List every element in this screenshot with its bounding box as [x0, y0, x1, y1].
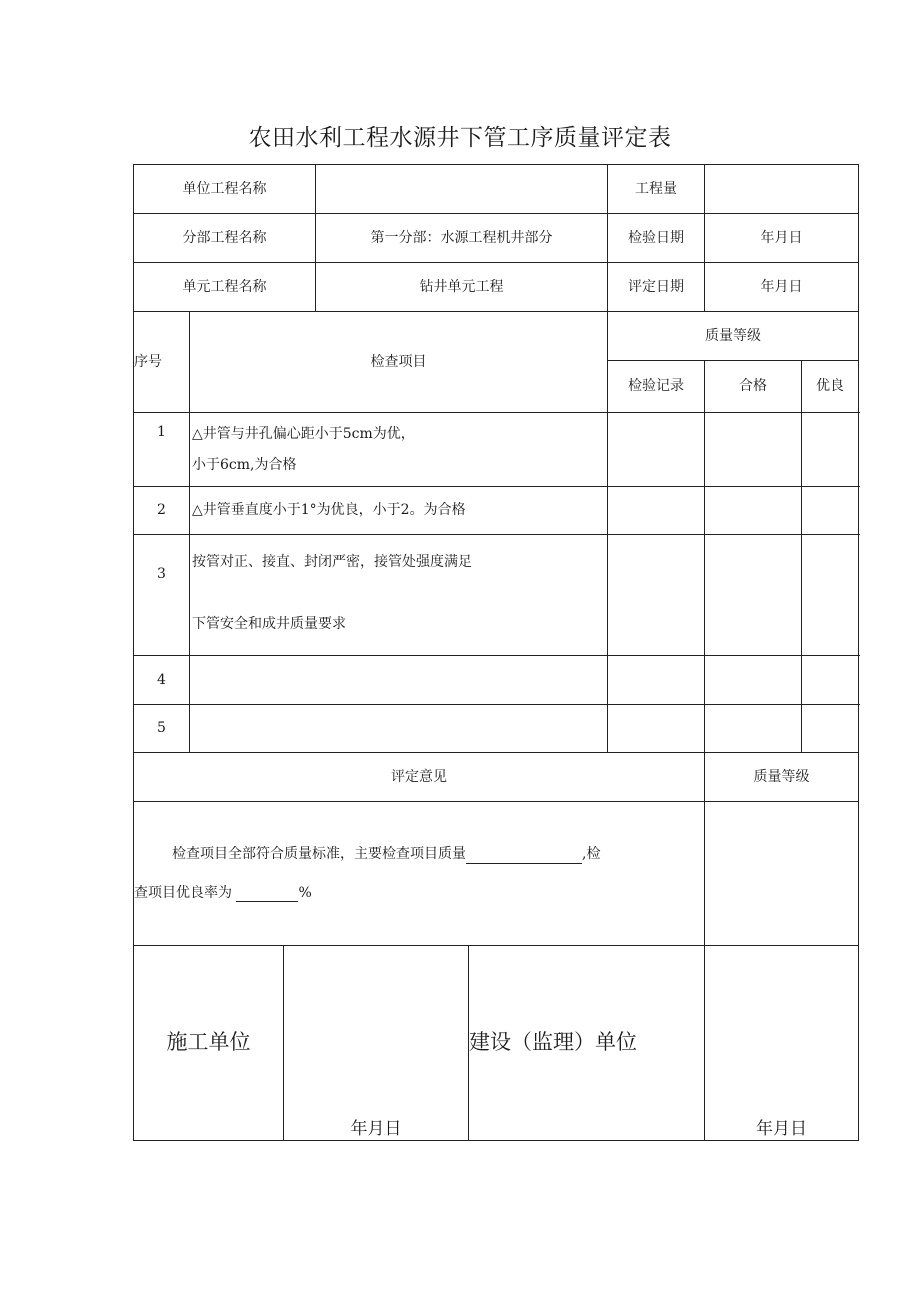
table-row	[134, 487, 859, 535]
construction-sign-cell	[284, 946, 469, 1141]
supervision-sign-cell	[705, 946, 859, 1141]
item-no: 5	[134, 705, 190, 753]
record-cell	[608, 535, 705, 656]
record-cell	[608, 705, 705, 753]
record-cell	[608, 656, 705, 705]
item-text	[190, 413, 608, 487]
percent-sign: %	[298, 884, 312, 901]
record-cell	[608, 413, 705, 487]
pass-header: 合格	[705, 361, 802, 413]
division-value: 第一分部：水源工程机井部分	[316, 214, 608, 263]
opinion-text-a: 检查项目全部符合质量标准，主要检查项目质量	[172, 846, 466, 863]
pass-cell	[705, 705, 802, 753]
eval-grade-cell	[705, 802, 859, 946]
pass-cell	[705, 656, 802, 705]
pass-cell	[705, 413, 802, 487]
grade-header: 质量等级	[608, 312, 859, 361]
pass-cell	[705, 535, 802, 656]
inspect-date-label: 检验日期	[608, 214, 705, 263]
excellent-cell	[802, 656, 859, 705]
record-header: 检验记录	[608, 361, 705, 413]
item-no: 1	[134, 413, 190, 487]
excellent-cell	[802, 413, 859, 487]
item-line: 下管安全和成井质量要求	[192, 616, 346, 633]
record-cell	[608, 487, 705, 535]
supervision-unit-label: 建设（监理）单位	[469, 946, 705, 1141]
item-line: △井管垂直度小于1°为优良，小于2。为合格	[192, 502, 466, 519]
inspect-date-value: 年月日	[705, 214, 859, 263]
pass-cell	[705, 487, 802, 535]
quantity-label: 工程量	[608, 165, 705, 214]
supervision-date: 年月日	[756, 1118, 808, 1139]
form-title: 农田水利工程水源井下管工序质量评定表	[248, 125, 672, 151]
excellent-cell	[802, 705, 859, 753]
table-row	[134, 656, 859, 705]
item-line: 按管对正、接直、封闭严密，接管处强度满足	[192, 554, 472, 570]
quality-evaluation-form	[133, 164, 859, 1141]
excellent-cell	[802, 535, 859, 656]
item-line: 小于6cm,为合格	[192, 457, 297, 473]
element-label: 单元工程名称	[134, 263, 316, 312]
division-label: 分部工程名称	[134, 214, 316, 263]
unit-project-label: 单位工程名称	[134, 165, 316, 214]
rate-blank	[236, 887, 298, 902]
eval-date-value: 年月日	[705, 263, 859, 312]
opinion-text-b: ,检	[582, 846, 601, 863]
construction-date: 年月日	[350, 1118, 402, 1139]
seq-header: 序号	[134, 312, 190, 413]
item-text	[190, 535, 608, 656]
opinion-label: 评定意见	[134, 753, 705, 802]
item-no: 2	[134, 487, 190, 535]
table-row	[134, 705, 859, 753]
table-row	[134, 413, 859, 487]
table-row	[134, 535, 859, 656]
construction-unit-label: 施工单位	[134, 946, 284, 1141]
opinion-line-1	[134, 845, 704, 863]
eval-grade-label: 质量等级	[705, 753, 859, 802]
excellent-cell	[802, 487, 859, 535]
excellent-header: 优良	[802, 361, 859, 413]
item-line: △井管与井孔偏心距小于5cm为优，	[192, 425, 415, 442]
unit-project-value	[316, 165, 608, 214]
item-no: 3	[134, 535, 190, 656]
element-value: 钻井单元工程	[316, 263, 608, 312]
item-no: 4	[134, 656, 190, 705]
quantity-value	[705, 165, 859, 214]
quality-blank	[466, 849, 582, 864]
opinion-line-2	[134, 884, 704, 902]
item-text	[190, 705, 608, 753]
item-header: 检查项目	[190, 312, 608, 413]
opinion-text-c: 查项目优良率为	[134, 884, 232, 901]
item-text	[190, 656, 608, 705]
item-text	[190, 487, 608, 535]
opinion-text	[134, 802, 705, 946]
eval-date-label: 评定日期	[608, 263, 705, 312]
